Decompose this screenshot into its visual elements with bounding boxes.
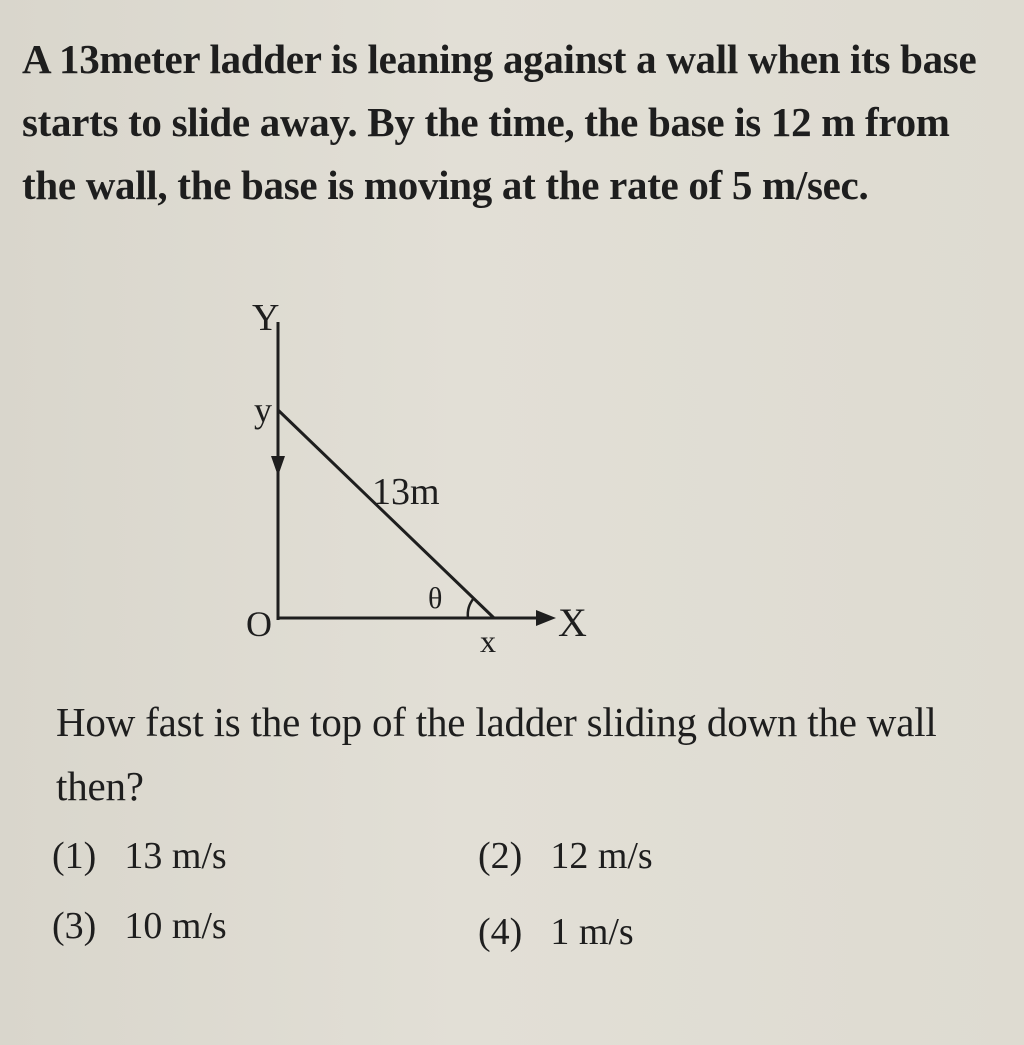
ladder-line bbox=[278, 410, 494, 618]
option-number: (1) bbox=[52, 835, 97, 877]
ladder-diagram bbox=[240, 290, 620, 660]
origin-label: O bbox=[246, 604, 272, 644]
ladder-diagram-svg bbox=[240, 290, 620, 660]
down-arrow-icon bbox=[271, 456, 285, 476]
x-axis-label: X bbox=[558, 600, 587, 645]
option-number: (2) bbox=[478, 835, 523, 877]
angle-arc-icon bbox=[468, 598, 474, 618]
question-text: How fast is the top of the ladder sliding down the wall then? bbox=[56, 699, 937, 809]
option-3[interactable] bbox=[52, 904, 227, 948]
option-number: (4) bbox=[478, 911, 523, 953]
option-4[interactable] bbox=[478, 910, 634, 954]
top-point-label: y bbox=[254, 390, 272, 430]
option-2[interactable] bbox=[478, 834, 653, 878]
option-text: 13 m/s bbox=[124, 835, 227, 877]
y-axis-label: Y bbox=[252, 297, 280, 339]
base-point-label: x bbox=[480, 623, 496, 659]
angle-label: θ bbox=[428, 582, 443, 615]
option-1[interactable] bbox=[52, 834, 227, 878]
option-text: 10 m/s bbox=[124, 905, 227, 947]
option-text: 1 m/s bbox=[550, 911, 634, 953]
x-axis-arrow-icon bbox=[536, 610, 556, 626]
option-text: 12 m/s bbox=[550, 835, 653, 877]
problem-statement: A 13meter ladder is leaning against a wall when its base starts to slide away. By the time, the base is 12 m from the wall, the base is moving at the rate of 5 m/sec. bbox=[22, 36, 977, 208]
option-number: (3) bbox=[52, 905, 97, 947]
ladder-length-label: 13m bbox=[372, 471, 440, 513]
